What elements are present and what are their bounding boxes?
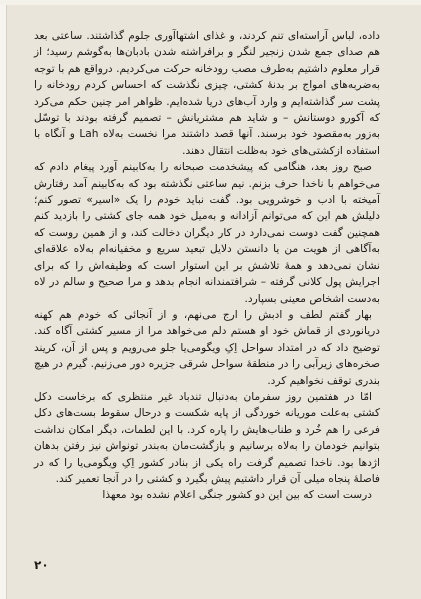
paragraph: امّا در هفتمین روز سفرمان به‌دنبال تندباد غیر منتظری که برخاست دکل کشتی به‌علت موریانه خوردگی از پایه شکست و درحال سقوط بست‌های دکل فرعی را هم خُرد و طناب‌هایش را پاره کرد. با این لطمات، دیگر امکان نداشت بتوانیم خودمان را به‌لاه برسانیم و بازگشت‌مان به‌بندر تونواش نیز رفتن بدهان اژدها بود. ناخدا تصمیم گرفت راه یکی از بنادر کشور اِکِ ویگومی‌یا را که در فاصلهٔ پنجاه میلی آن قرار داشتیم پیش بگیرد و کشتی را در آنجا تعمیر کند. (34, 390, 380, 485)
paragraph: صبح روز بعد، هنگامی که پیشخدمت صبحانه را به‌کابینم آورد پیغام دادم که می‌خواهم با ناخدا حرف بزنم. نیم ساعتی نگذشته بود که به‌کابینم آمد رفتارش آمیخته با ادب و خوشرویی بود. گفت نباید خودم را یک «اسیر» تصور کنم؛ دلیلش هم این که می‌توانم آزادانه و به‌میل خود همه جای کشتی را بازدید کنم همچنین گفت دوست نمی‌دارد در کار دیگران دخالت کند، و از همین روست که به‌آگاهی از هویت من یا دانستن دلایل تبعید سریع و مخفیانه‌ام به‌لاه علاقه‌ای نشان نمی‌دهد و همهٔ تلاشش بر این استوار است که وظیفه‌اش را که برای اجرایش پول کلانی گرفته – شرافتمندانه انجام بدهد و مرا صحیح و سالم در لاه به‌دست اشخاص معینی بسپارد. (34, 161, 380, 305)
page-number: ۲۰ (34, 558, 49, 572)
page-left-edge (0, 0, 7, 599)
body-text (34, 28, 380, 504)
paragraph: درست است که بین این دو کشور جنگی اعلام نشده بود معهذا (102, 489, 372, 502)
paragraph: داده، لباس آراسته‌ای تنم کردند، و غذای اشتها‌آوری جلوم گذاشتند. ساعتی بعد هم صدای جمع شدن زنجیر لنگر و برافراشته شدن بادبان‌ها به‌گوشم رسید؛ از قرار معلوم داشتیم به‌طرف مصب رودخانه حرکت می‌کردیم. درواقع هم با توجه به‌ضربه‌های امواج بر بدنهٔ کشتی، چیزی نگذشت که احساس کردم رودخانه را پشت سر گذاشته‌ایم و وارد آب‌های دریا شده‌ایم. ظواهر امر چنین حکم می‌کرد که آکورو دوستانش – و شاید هم مشتریانش – تصمیم گرفته بودند با توسّل به‌زور به‌مقصود خود برسند. آنها قصد داشتند مرا نخست به‌لاه Lah و آنگاه با استفاده ازکشتی‌های خود به‌ظلت انتقال دهند. (34, 30, 380, 157)
paragraph: بهار گفتم لطف و ادبش را ارج می‌نهم، و از آنجائی که خودم هم کهنه دریانوردی از قماش خود او هستم دلم می‌خواهد مرا از مسیر کشتی آگاه کند. توضیح داد که در امتداد سواحل اِکِ ویگومی‌یا جلو می‌رویم و پس از آن، کریند صخره‌های زیرآبی را در منطقهٔ سواحل شرقی جزیره دور می‌زنیم. گیرم در هیچ بندری توقف نخواهیم کرد. (34, 308, 380, 387)
page-top-edge (0, 0, 421, 5)
